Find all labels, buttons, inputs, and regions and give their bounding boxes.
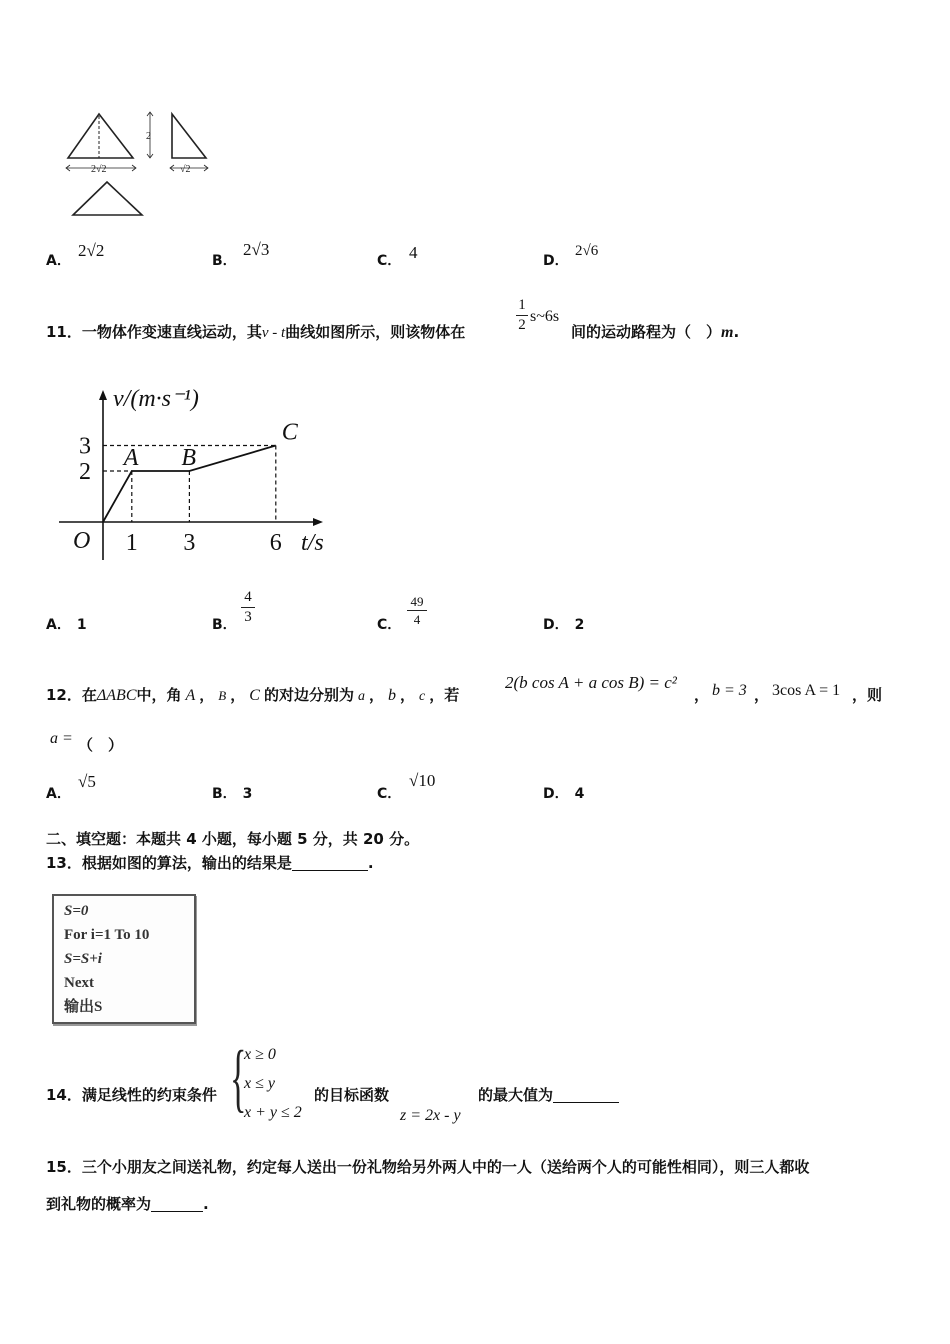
q12-option-c-value: √10 [409, 771, 436, 790]
q11-stem-end: 间的运动路程为（ ）m. [571, 323, 740, 341]
x-axis-arrow [313, 518, 323, 526]
y-tick-label: 3 [79, 433, 91, 460]
front-view-triangle [68, 114, 133, 158]
x-axis-label: t/s [301, 530, 324, 556]
q12-equation-3: 3cos A = 1 [772, 682, 841, 699]
side-base-dim: √2 [180, 164, 191, 175]
q11-option-b-fraction: 4 3 [241, 589, 255, 626]
q10-option-c[interactable]: C． [377, 253, 402, 269]
q11-range: s~6s [530, 308, 560, 325]
constraint-2: x ≤ y [244, 1075, 275, 1092]
q11-option-d[interactable]: D． 2 [543, 617, 585, 633]
x-tick-label: 1 [125, 530, 138, 556]
q11-option-c[interactable]: C． [377, 617, 402, 633]
q11-option-b[interactable]: B． [212, 617, 237, 633]
q12-option-b[interactable]: B． 3 [212, 786, 253, 802]
x-tick-label: 3 [183, 530, 196, 556]
point-label-B: B [181, 445, 197, 471]
front-base-dim: 2√2 [91, 164, 107, 175]
q10-option-a-value: 2√2 [78, 241, 105, 260]
q12-equation-1: 2(b cos A + a cos B) = c² [505, 673, 677, 692]
q10-option-c-value: 4 [409, 243, 418, 262]
section2-title: 二、填空题：本题共 4 小题，每小题 5 分，共 20 分。 [46, 830, 420, 848]
constraint-1: x ≥ 0 [244, 1046, 276, 1063]
q10-option-d[interactable]: D． [543, 253, 569, 269]
q14-mid: 的目标函数 [314, 1086, 390, 1104]
q12-option-c[interactable]: C． [377, 786, 402, 802]
q10-option-b[interactable]: B． [212, 253, 237, 269]
q14-objective: z = 2x - y [400, 1107, 461, 1124]
side-height-dim: 2 [146, 131, 151, 142]
vt-label: v - t [261, 325, 286, 341]
code-line-2: For i=1 To 10 [64, 927, 150, 943]
y-axis-label: v/(m·s⁻¹) [113, 386, 199, 412]
q12-line2-paren: （ ） [78, 736, 124, 754]
q12-equation-2: b = 3 [712, 682, 747, 699]
q14-answer-blank[interactable] [553, 1088, 619, 1103]
q12-option-d[interactable]: D． 4 [543, 786, 585, 802]
origin-label: O [73, 528, 91, 554]
q14-suffix: 的最大值为 [478, 1084, 619, 1105]
q10-option-d-value: 2√6 [575, 243, 599, 259]
q15-answer-blank[interactable] [151, 1197, 203, 1212]
point-label-C: C [281, 419, 298, 446]
q13-answer-blank[interactable] [292, 856, 368, 871]
q11-stem: 11．一物体作变速直线运动，其v - t曲线如图所示，则该物体在 [46, 323, 466, 341]
y-tick-label: 2 [79, 459, 91, 485]
x-tick-label: 6 [269, 530, 282, 556]
three-view-figure [58, 102, 218, 222]
q13-stem: 13．根据如图的算法，输出的结果是 . [46, 854, 374, 872]
q14-prefix: 14．满足线性的约束条件 [46, 1086, 217, 1104]
q11-fraction: 1 2 [516, 297, 528, 334]
q12-line2-a: a = [50, 730, 73, 747]
y-axis-arrow [99, 390, 107, 400]
constraint-3: x + y ≤ 2 [244, 1104, 302, 1121]
q11-option-a[interactable]: A． 1 [46, 617, 87, 633]
q15-line1: 15．三个小朋友之间送礼物，约定每人送出一份礼物给另外两人中的一人（送给两个人的可能性相同），则三人都收 [46, 1158, 810, 1176]
top-view-triangle [73, 182, 142, 215]
q12-option-a-value: √5 [78, 772, 96, 791]
q12-stem: 12．在ΔABC中，角 A ， B ， C 的对边分别为 a ， b ， c ，若 [46, 686, 460, 704]
q15-line2: 到礼物的概率为 . [46, 1195, 209, 1213]
q10-option-b-value: 2√3 [243, 240, 270, 259]
code-line-1: S=0 [64, 903, 89, 919]
q12-then: ，则 [852, 686, 883, 704]
q11-option-c-fraction: 49 4 [407, 594, 427, 627]
q12-option-a[interactable]: A． [46, 786, 71, 802]
constraint-brace: { [230, 1036, 247, 1120]
vt-chart [55, 380, 345, 570]
point-label-A: A [123, 445, 139, 471]
side-view-triangle [172, 114, 206, 158]
q10-option-a[interactable]: A． [46, 253, 71, 269]
code-line-5: 输出S [64, 999, 103, 1015]
code-line-4: Next [64, 975, 94, 991]
code-line-3: S=S+i [64, 951, 102, 967]
algorithm-box [52, 894, 196, 1024]
